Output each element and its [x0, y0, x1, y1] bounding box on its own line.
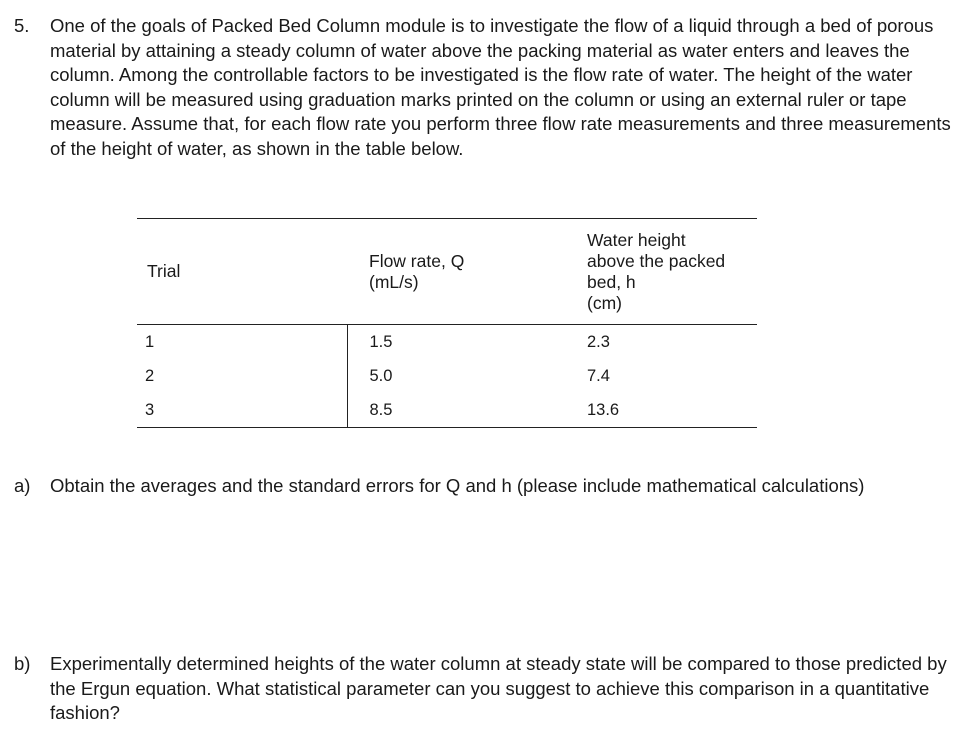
part-a — [14, 474, 964, 499]
part-a-label: a) — [14, 475, 31, 496]
cell-trial: 3 — [137, 393, 347, 428]
header-water-height — [569, 219, 757, 325]
header-height-line3: bed, h — [587, 271, 636, 292]
cell-flow: 8.5 — [347, 393, 569, 428]
header-flow-line2: (mL/s) — [369, 271, 419, 292]
table-header-row — [137, 219, 757, 325]
question-number: 5. — [14, 15, 30, 36]
table-row — [137, 393, 757, 428]
cell-height: 13.6 — [569, 393, 757, 428]
data-table — [137, 218, 757, 428]
cell-flow: 5.0 — [369, 366, 393, 385]
header-trial — [137, 219, 347, 325]
table-row — [137, 325, 757, 360]
cell-height: 2.3 — [587, 332, 610, 351]
header-height-line2: above the packed — [587, 250, 726, 271]
part-b — [14, 652, 964, 726]
part-b-text: Experimentally determined heights of the water column at steady state will be compared to those predicted by the Ergun equation. What statistical parameter can you suggest to achieve this comparison in a quantitative fashion? — [50, 653, 947, 723]
part-b-label: b) — [14, 653, 31, 674]
header-flow-rate — [347, 219, 569, 325]
question-text: One of the goals of Packed Bed Column module is to investigate the flow of a liquid through a bed of porous material by attaining a steady column of water above the packing material as water enters and leaves the column. Among the controllable factors to be investigated is the flow rate of water. The height of the water column will be measured using graduation marks printed on the column or using an external ruler or tape measure. Assume that, for each flow rate you perform three flow rate measurements and three measurements of the height of water, as shown in the table below. — [50, 15, 951, 159]
header-height-line4: (cm) — [587, 292, 622, 313]
header-height-line1: Water height — [587, 229, 686, 250]
cell-trial: 1 — [137, 325, 347, 360]
table-row — [137, 359, 757, 393]
question-5 — [14, 14, 964, 161]
cell-flow: 1.5 — [369, 332, 393, 351]
part-a-text: Obtain the averages and the standard errors for Q and h (please include mathematical calculations) — [50, 475, 865, 496]
cell-trial: 2 — [137, 359, 347, 393]
header-trial-label: Trial — [147, 261, 181, 281]
header-flow-line1: Flow rate, Q — [369, 250, 465, 271]
cell-height: 7.4 — [587, 366, 610, 385]
